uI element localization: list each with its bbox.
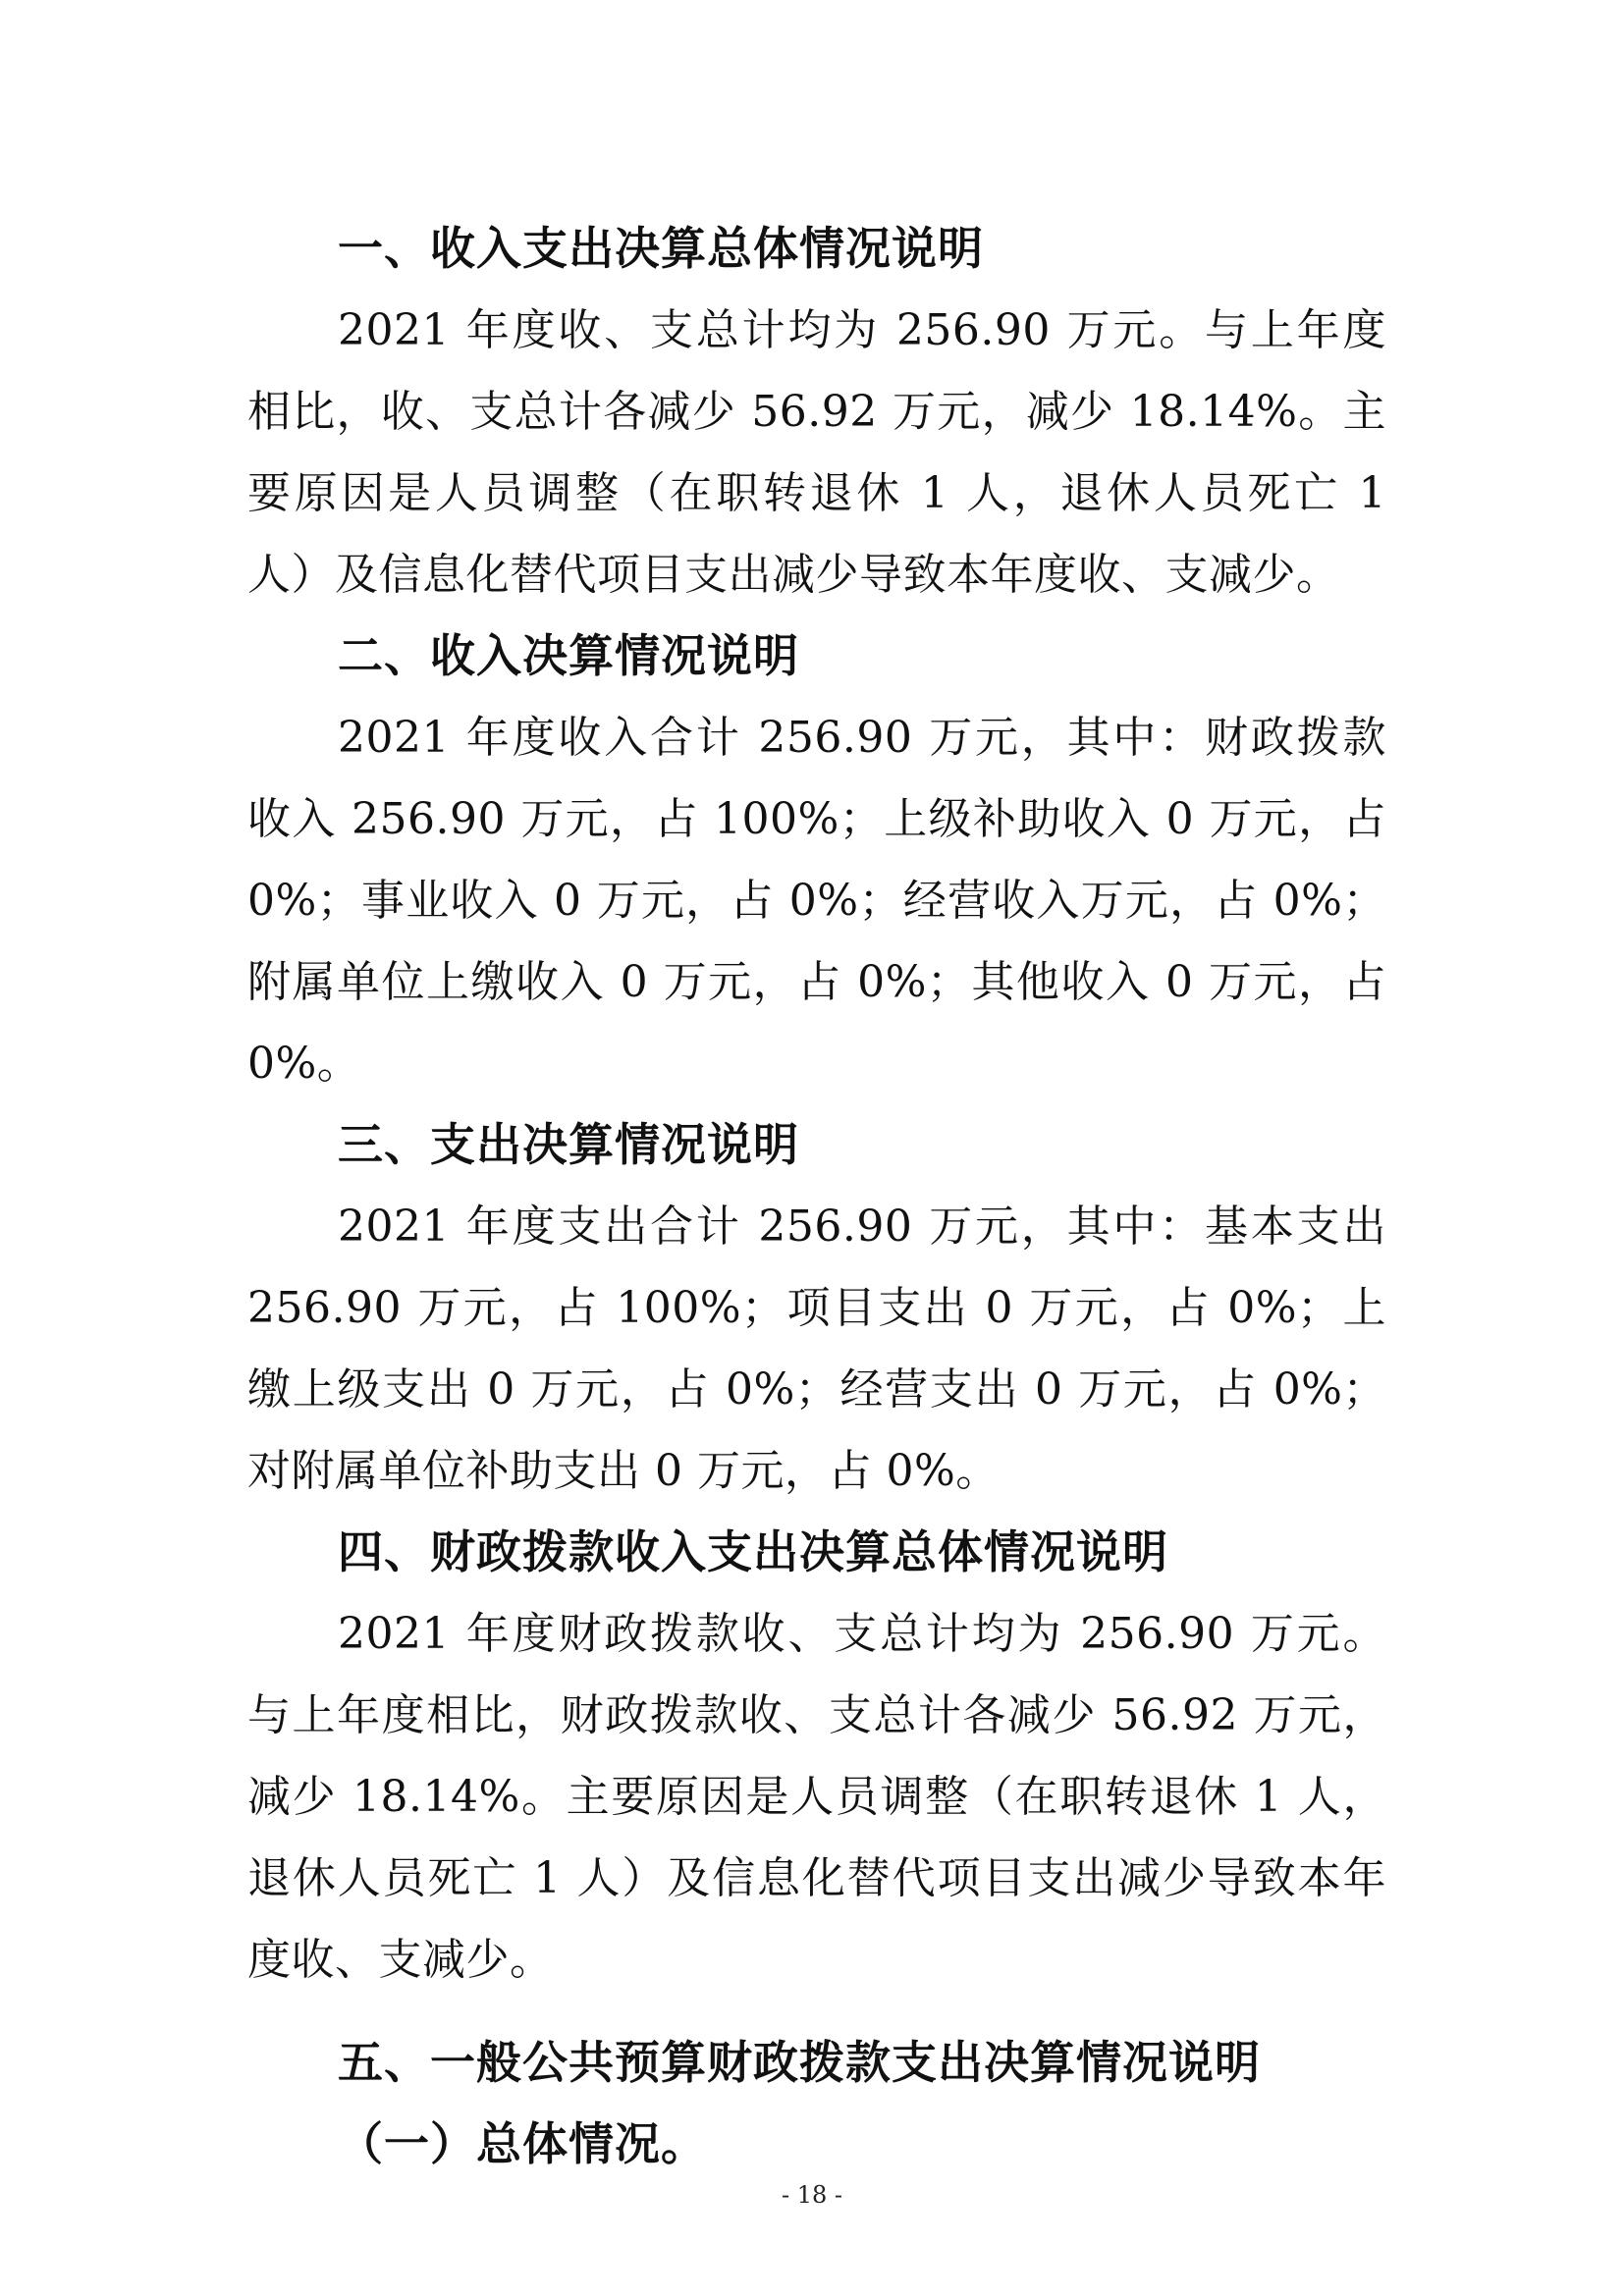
section-heading-2: 二、收入决算情况说明 (338, 629, 799, 682)
page-number: - 18 - (781, 2181, 842, 2209)
document-body (247, 208, 1386, 2185)
section-paragraph-1: 2021 年度收、支总计均为 256.90 万元。与上年度相比，收、支总计各减少 56.92 万元，减少 18.14%。主要原因是人员调整（在职转退休 1 人，退休人员死亡 1 人）及信息化替代项目支出减少导致本年度收、支减少。 (247, 305, 1386, 600)
spacer (247, 2001, 1386, 2022)
section-heading-5: 五、一般公共预算财政拨款支出决算情况说明 (338, 2036, 1261, 2089)
section-heading-1: 一、收入支出决算总体情况说明 (338, 222, 984, 275)
section-heading-4: 四、财政拨款收入支出决算总体情况说明 (338, 1525, 1168, 1578)
section-paragraph-4: 2021 年度财政拨款收、支总计均为 256.90 万元。与上年度相比，财政拨款收、支总计各减少 56.92 万元，减少 18.14%。主要原因是人员调整（在职转退休 1 人，退休人员死亡 1 人）及信息化替代项目支出减少导致本年度收、支减少。 (247, 1609, 1386, 1985)
section-heading-3: 三、支出决算情况说明 (338, 1118, 799, 1171)
section-paragraph-2: 2021 年度收入合计 256.90 万元，其中：财政拨款收入 256.90 万元，占 100%；上级补助收入 0 万元，占 0%；事业收入 0 万元，占 0%；经营收入万元，占 0%；附属单位上缴收入 0 万元，占 0%；其他收入 0 万元，占 0%。 (247, 713, 1386, 1089)
sub-heading-overall: （一）总体情况。 (338, 2117, 707, 2170)
section-paragraph-3: 2021 年度支出合计 256.90 万元，其中：基本支出 256.90 万元，占 100%；项目支出 0 万元，占 0%；上缴上级支出 0 万元，占 0%；经营支出 0 万元，占 0%；对附属单位补助支出 0 万元，占 0%。 (247, 1201, 1386, 1496)
